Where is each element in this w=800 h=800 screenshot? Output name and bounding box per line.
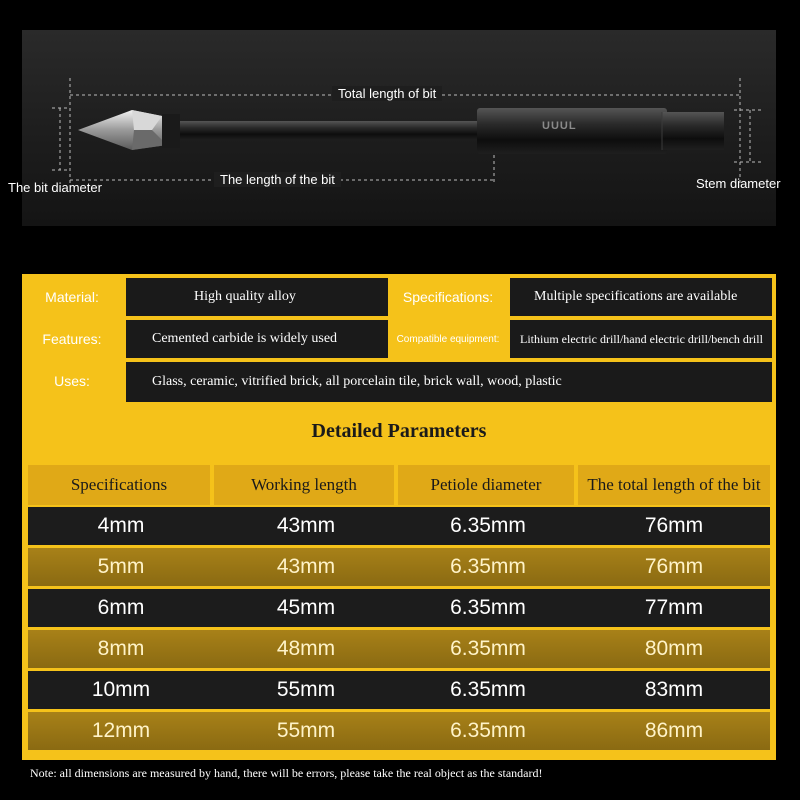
cell-petiole-diameter: 6.35mm [450,719,526,742]
cell-total-length: 77mm [644,596,704,619]
compatible-equipment-key: Compatible equipment: [396,333,500,345]
compatible-equipment-value: Lithium electric drill/hand electric drill/bench drill [510,320,772,358]
material-key: Material: [45,289,99,305]
product-info-table [22,274,776,406]
cell-working-length: 45mm [276,596,336,619]
table-row [28,589,770,627]
header-working-length: Working length [214,465,394,505]
uses-key: Uses: [54,373,90,389]
cell-total-length: 80mm [644,637,704,660]
cell-working-length: 55mm [276,719,336,742]
header-total-length: The total length of the bit [578,465,770,505]
cell-working-length: 43mm [276,555,336,578]
table-row [28,548,770,586]
cell-specification: 10mm [91,678,151,701]
material-value: High quality alloy [126,278,388,316]
uses-value: Glass, ceramic, vitrified brick, all porcelain tile, brick wall, wood, plastic [126,362,772,402]
params-title: Detailed Parameters [311,420,487,442]
cell-specification: 6mm [97,596,145,619]
cell-total-length: 76mm [644,514,704,537]
drill-bit-illustration [22,30,776,226]
cell-petiole-diameter: 6.35mm [450,637,526,660]
cell-total-length: 83mm [644,678,704,701]
cell-total-length: 86mm [644,719,704,742]
features-value: Cemented carbide is widely used [126,320,388,358]
brand-mark: UUUL [542,120,577,132]
stem-diameter-label: Stem diameter [696,176,781,191]
measurement-note: Note: all dimensions are measured by hand, there will be errors, please take the real object as the standard! [30,766,543,780]
detailed-parameters-table [22,406,776,760]
table-row [28,507,770,545]
cell-petiole-diameter: 6.35mm [450,596,526,619]
header-petiole-diameter: Petiole diameter [398,465,574,505]
table-row [28,630,770,668]
specifications-key: Specifications: [402,289,494,305]
specifications-value: Multiple specifications are available [510,278,772,316]
table-row [28,712,770,750]
header-specifications: Specifications [28,465,210,505]
cell-specification: 5mm [97,555,145,578]
cell-working-length: 48mm [276,637,336,660]
cell-petiole-diameter: 6.35mm [450,555,526,578]
cell-petiole-diameter: 6.35mm [450,514,526,537]
bit-diameter-label: The bit diameter [8,180,102,195]
cell-working-length: 43mm [276,514,336,537]
cell-working-length: 55mm [276,678,336,701]
features-key: Features: [42,331,102,347]
cell-petiole-diameter: 6.35mm [450,678,526,701]
cell-specification: 4mm [97,514,145,537]
cell-specification: 8mm [97,637,145,660]
table-row [28,671,770,709]
drill-bit-diagram [8,30,781,226]
working-length-label: The length of the bit [214,172,341,187]
cell-specification: 12mm [91,719,151,742]
cell-total-length: 76mm [644,555,704,578]
total-length-label: Total length of bit [332,86,442,101]
